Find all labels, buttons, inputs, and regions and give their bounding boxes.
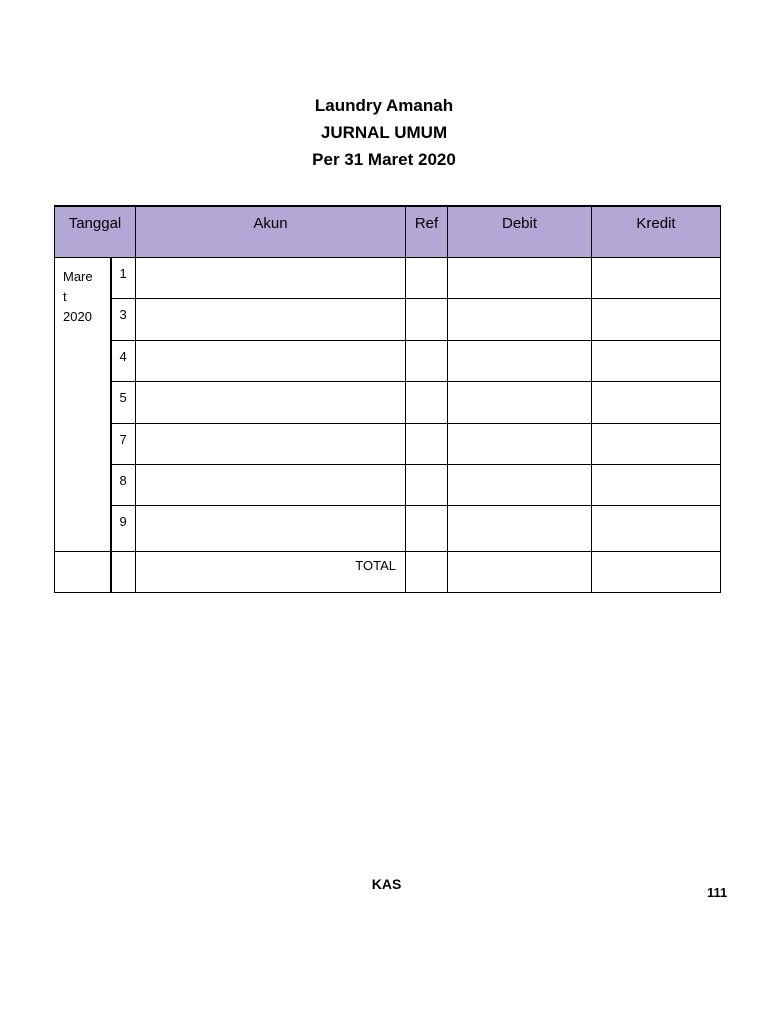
debit-cell[interactable] (448, 506, 592, 552)
ref-cell[interactable] (406, 299, 448, 341)
header-debit: Debit (448, 206, 592, 258)
kredit-cell[interactable] (592, 382, 721, 424)
total-debit-cell[interactable] (448, 552, 592, 593)
table-row (55, 465, 721, 506)
table-row (55, 299, 721, 341)
header-kredit: Kredit (592, 206, 721, 258)
month-cell (55, 258, 111, 552)
ref-cell[interactable] (406, 382, 448, 424)
total-ref-cell (406, 552, 448, 593)
table-row (55, 424, 721, 465)
akun-cell[interactable] (136, 341, 406, 382)
header-tanggal: Tanggal (55, 206, 136, 258)
journal-table (54, 205, 721, 593)
ref-cell[interactable] (406, 258, 448, 299)
day-cell: 4 (111, 341, 136, 382)
akun-cell[interactable] (136, 382, 406, 424)
month-label-line: t (63, 289, 67, 304)
debit-cell[interactable] (448, 258, 592, 299)
debit-cell[interactable] (448, 465, 592, 506)
total-row (55, 552, 721, 593)
kredit-cell[interactable] (592, 341, 721, 382)
akun-cell[interactable] (136, 424, 406, 465)
header-akun: Akun (136, 206, 406, 258)
akun-cell[interactable] (136, 465, 406, 506)
header-ref: Ref (406, 206, 448, 258)
kredit-cell[interactable] (592, 299, 721, 341)
total-label: TOTAL (136, 552, 406, 593)
kredit-cell[interactable] (592, 465, 721, 506)
ledger-account-name: KAS (371, 876, 402, 892)
journal-body (55, 258, 721, 593)
day-cell: 9 (111, 506, 136, 552)
total-month-cell (55, 552, 111, 593)
table-row (55, 382, 721, 424)
day-cell: 3 (111, 299, 136, 341)
ref-cell[interactable] (406, 465, 448, 506)
akun-cell[interactable] (136, 299, 406, 341)
total-day-cell (111, 552, 136, 593)
table-row (55, 341, 721, 382)
table-row (55, 506, 721, 552)
journal-period: Per 31 Maret 2020 (312, 150, 456, 169)
company-name: Laundry Amanah (314, 96, 454, 115)
debit-cell[interactable] (448, 299, 592, 341)
akun-cell[interactable] (136, 506, 406, 552)
debit-cell[interactable] (448, 424, 592, 465)
kredit-cell[interactable] (592, 506, 721, 552)
kredit-cell[interactable] (592, 424, 721, 465)
day-cell: 1 (111, 258, 136, 299)
day-cell: 7 (111, 424, 136, 465)
month-label-line: Mare (63, 269, 93, 284)
day-cell: 8 (111, 465, 136, 506)
akun-cell[interactable] (136, 258, 406, 299)
ref-cell[interactable] (406, 341, 448, 382)
journal-header-row (55, 206, 721, 258)
ref-cell[interactable] (406, 424, 448, 465)
total-kredit-cell[interactable] (592, 552, 721, 593)
kredit-cell[interactable] (592, 258, 721, 299)
debit-cell[interactable] (448, 341, 592, 382)
journal-title: JURNAL UMUM (320, 123, 448, 142)
month-label-line: 2020 (63, 309, 92, 324)
table-row (55, 258, 721, 299)
day-cell: 5 (111, 382, 136, 424)
debit-cell[interactable] (448, 382, 592, 424)
ledger-account-number: 111 (707, 885, 728, 900)
ref-cell[interactable] (406, 506, 448, 552)
